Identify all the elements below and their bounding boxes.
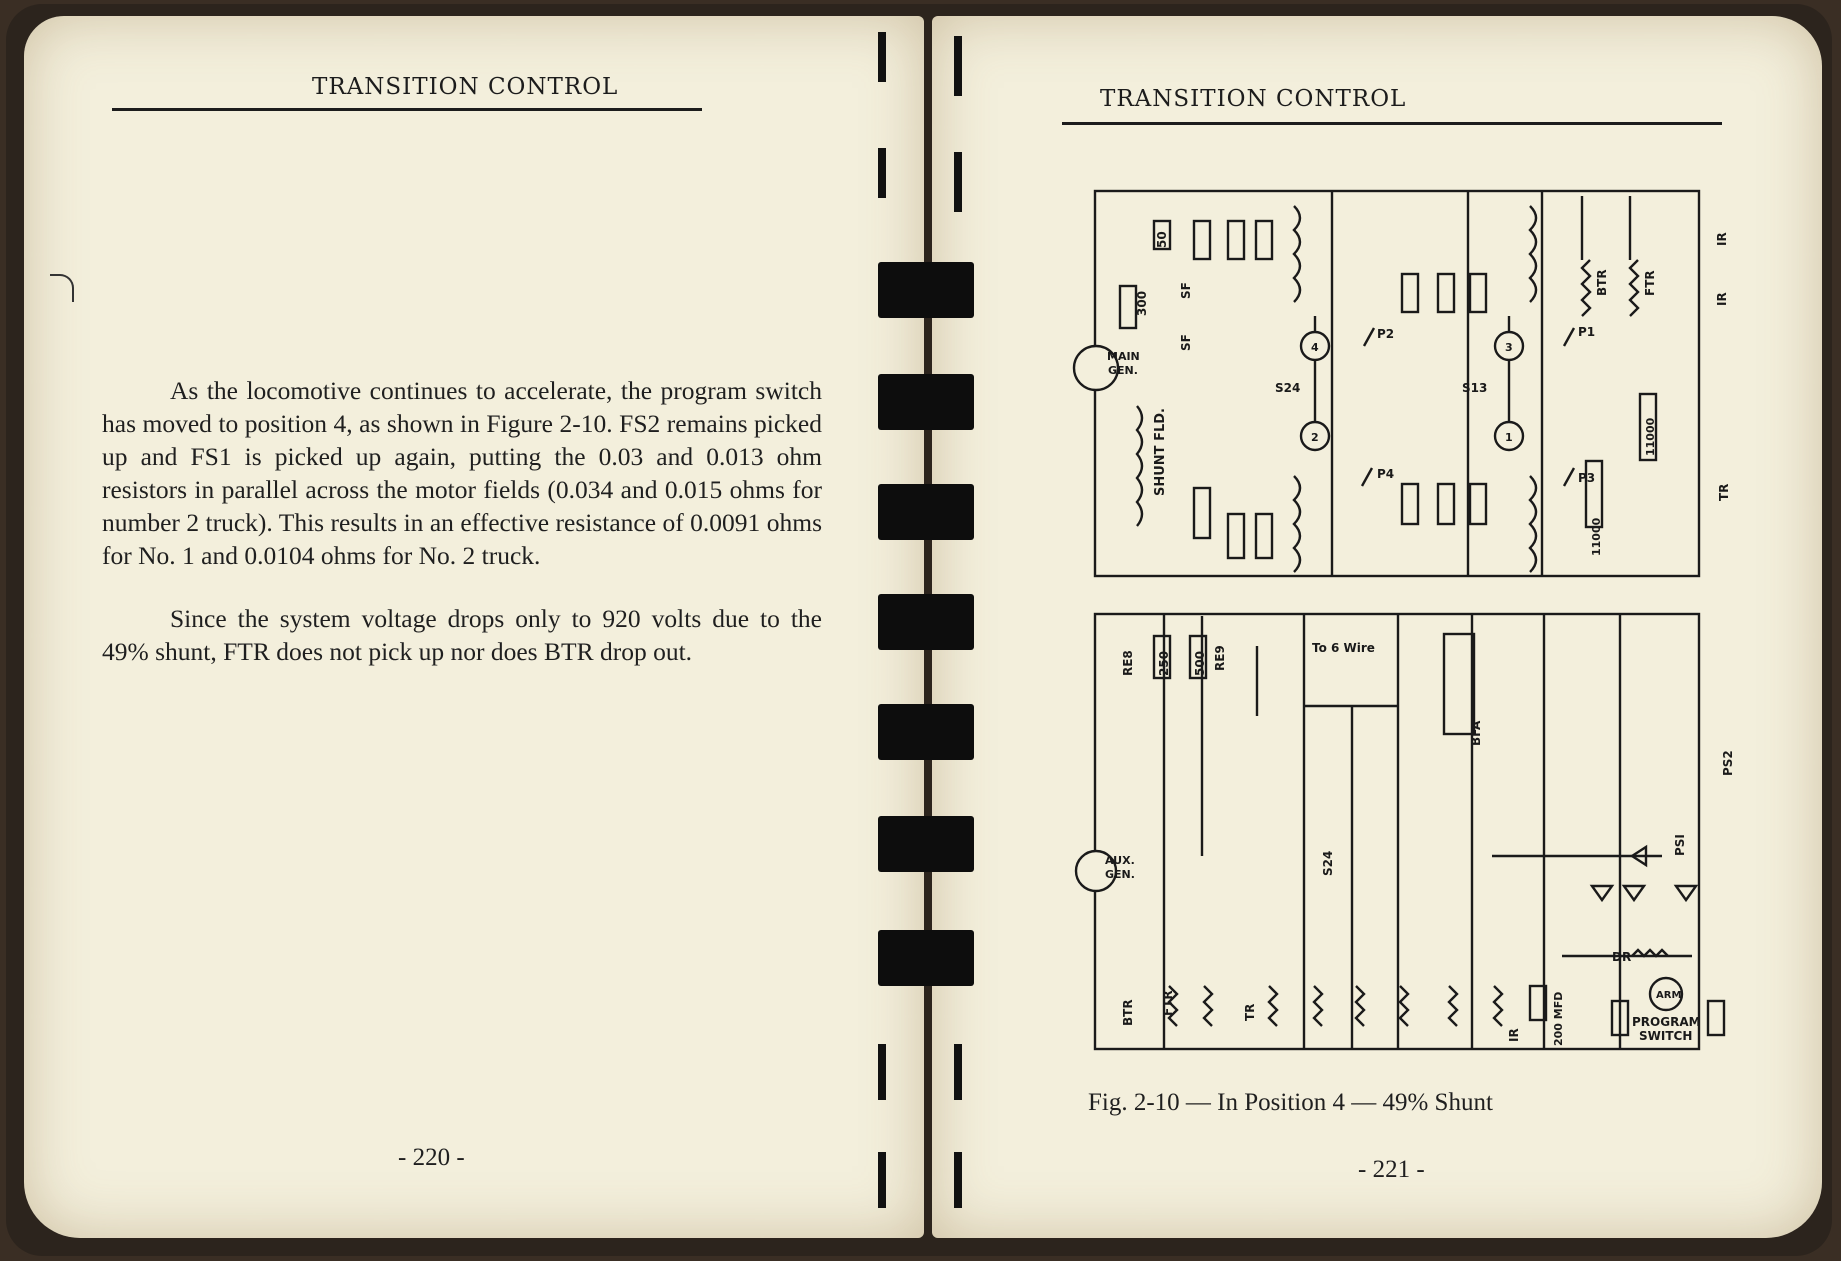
label-ftr-bottom: FTR bbox=[1161, 990, 1175, 1016]
label-s24: S24 bbox=[1275, 381, 1301, 395]
label-bfa: BFA bbox=[1469, 720, 1483, 746]
label-psi: PSI bbox=[1673, 834, 1687, 856]
top-circuit-frame bbox=[1095, 191, 1699, 576]
label-500: 500 bbox=[1193, 650, 1207, 676]
label-ps2: PS2 bbox=[1721, 750, 1735, 776]
label-300: 300 bbox=[1135, 290, 1149, 316]
right-running-head: TRANSITION CONTROL bbox=[1100, 86, 1407, 112]
label-p4: P4 bbox=[1377, 467, 1395, 481]
mfd-label: 200 MFD bbox=[1552, 991, 1565, 1046]
aux-gen-label-1: AUX. bbox=[1105, 854, 1135, 867]
label-btr-top: BTR bbox=[1595, 269, 1609, 296]
shunt-fld-label: SHUNT FLD. bbox=[1153, 408, 1168, 496]
body-text bbox=[102, 374, 822, 698]
label-s13: S13 bbox=[1462, 381, 1488, 395]
paragraph-1: As the locomotive continues to accelerate, the program switch has moved to position 4, as shown in Figure 2-10. FS2 remains picked up and FS1 is picked up again, putting the 0.03 and 0.013 ohm resistors in parallel across the motor fields (0.034 and 0.015 ohms for number 2 truck). This results in an effective resistance of 0.0091 ohms for No. 1 and 0.0104 ohms for No. 2 truck. bbox=[102, 376, 822, 570]
label-ir-1: IR bbox=[1715, 232, 1729, 246]
label-sf-2: SF bbox=[1179, 334, 1193, 351]
motor-4-label: 4 bbox=[1311, 341, 1319, 354]
aux-gen-label-2: GEN. bbox=[1105, 868, 1135, 881]
label-ftr-top: FTR bbox=[1643, 270, 1657, 296]
program-switch-label-2: SWITCH bbox=[1639, 1029, 1693, 1043]
label-tr-bottom: TR bbox=[1243, 1003, 1257, 1021]
label-p1: P1 bbox=[1578, 325, 1596, 339]
margin-mark bbox=[50, 274, 74, 302]
book bbox=[6, 4, 1832, 1256]
label-s24-bottom: S24 bbox=[1321, 850, 1335, 876]
to-6-wire-label: To 6 Wire bbox=[1312, 641, 1375, 655]
motor-1-label: 1 bbox=[1505, 431, 1513, 444]
program-switch-label-1: PROGRAM bbox=[1632, 1015, 1701, 1029]
paragraph-2: Since the system voltage drops only to 920 volts due to the 49% shunt, FTR does not pick up nor does BTR drop out. bbox=[102, 604, 822, 666]
left-page-number: - 220 - bbox=[398, 1144, 465, 1171]
left-running-head: TRANSITION CONTROL bbox=[312, 74, 619, 100]
label-btr-bottom: BTR bbox=[1121, 999, 1135, 1026]
main-gen-label-1: MAIN bbox=[1107, 350, 1140, 363]
wiring-diagram bbox=[932, 16, 1822, 1238]
dr-label: DR bbox=[1612, 950, 1632, 964]
label-11000-b: 11000 bbox=[1644, 417, 1657, 456]
label-sf-1: SF bbox=[1179, 282, 1193, 299]
motor-2-label: 2 bbox=[1311, 431, 1319, 444]
label-250-top: 250 bbox=[1157, 650, 1171, 676]
label-ir-2: IR bbox=[1715, 292, 1729, 306]
label-11000-a: 11000 bbox=[1590, 517, 1603, 556]
main-gen-label-2: GEN. bbox=[1108, 364, 1138, 377]
spiral-binding bbox=[878, 24, 988, 1244]
motor-3-label: 3 bbox=[1505, 341, 1513, 354]
right-page-number: - 221 - bbox=[1358, 1156, 1425, 1183]
label-re9: RE9 bbox=[1213, 645, 1227, 671]
label-50: 50 bbox=[1155, 231, 1169, 248]
label-tr-top: TR bbox=[1717, 483, 1731, 501]
label-re8: RE8 bbox=[1121, 650, 1135, 676]
arm-label: ARM bbox=[1656, 990, 1682, 1001]
label-p3: P3 bbox=[1578, 471, 1596, 485]
left-head-rule bbox=[112, 108, 702, 111]
figure-caption: Fig. 2-10 — In Position 4 — 49% Shunt bbox=[1088, 1089, 1493, 1116]
label-p2: P2 bbox=[1377, 327, 1395, 341]
left-page bbox=[24, 16, 924, 1238]
right-page bbox=[932, 16, 1822, 1238]
label-ca1: IR bbox=[1507, 1028, 1521, 1042]
